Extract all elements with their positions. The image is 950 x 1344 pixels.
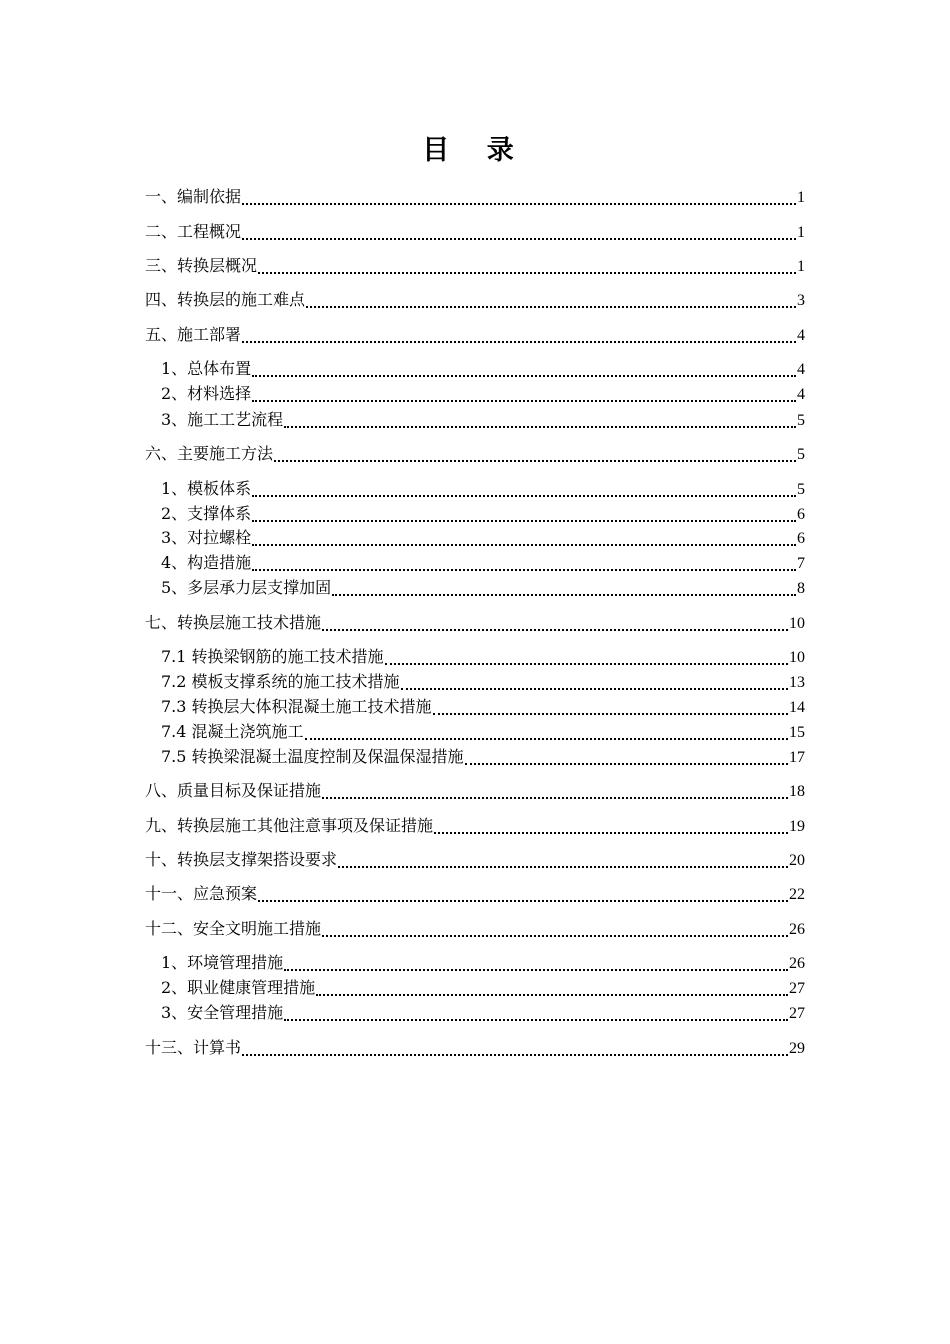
toc-entry[interactable]: [161, 357, 805, 381]
toc-entry[interactable]: [161, 976, 805, 1000]
dot-leader: [306, 306, 796, 308]
toc-entry-label: 1、环境管理措施: [161, 953, 284, 972]
toc-page-number: 29: [789, 1040, 805, 1057]
toc-entry[interactable]: [161, 951, 805, 975]
toc-entry-label: 4、构造措施: [161, 553, 252, 572]
dot-leader: [242, 203, 796, 205]
toc-page-number: 5: [797, 446, 805, 463]
toc-entry-label: 3、对拉螺栓: [161, 528, 252, 547]
toc-page-number: 20: [789, 852, 805, 869]
dot-leader: [338, 866, 788, 868]
toc-entry-label: 2、职业健康管理措施: [161, 978, 316, 997]
toc-entry[interactable]: [161, 745, 805, 769]
toc-entry-label: 十二、安全文明施工措施: [145, 919, 322, 938]
toc-page-number: 10: [789, 615, 805, 632]
dot-leader: [252, 495, 796, 497]
dot-leader: [322, 629, 788, 631]
dot-leader: [322, 797, 788, 799]
toc-page-number: 19: [789, 818, 805, 835]
toc-entry-label: 四、转换层的施工难点: [145, 290, 306, 309]
toc-page-number: 4: [797, 361, 805, 378]
dot-leader: [274, 460, 796, 462]
toc-entry-label: 十三、计算书: [145, 1038, 242, 1057]
dot-leader: [316, 994, 788, 996]
toc-entry-label: 3、施工工艺流程: [161, 410, 284, 429]
toc-entry[interactable]: [145, 1036, 805, 1060]
dot-leader: [284, 426, 796, 428]
toc-entry[interactable]: [145, 323, 805, 347]
toc-entry-label: 三、转换层概况: [145, 256, 258, 275]
toc-entry-label: 十一、应急预案: [145, 884, 258, 903]
toc-entry[interactable]: [145, 814, 805, 838]
toc-page-number: 22: [789, 886, 805, 903]
toc-entry-label: 7.3 转换层大体积混凝土施工技术措施: [161, 697, 432, 716]
dot-leader: [252, 544, 796, 546]
toc-entry-label: 7.1 转换梁钢筋的施工技术措施: [161, 647, 384, 666]
toc-page-number: 13: [789, 674, 805, 691]
toc-page-number: 17: [789, 749, 805, 766]
toc-entry[interactable]: [161, 670, 805, 694]
toc-page-number: 3: [797, 292, 805, 309]
toc-page-number: 4: [797, 386, 805, 403]
dot-leader: [242, 1054, 788, 1056]
toc-page-number: 15: [789, 724, 805, 741]
toc-page-number: 5: [797, 412, 805, 429]
toc-entry[interactable]: [161, 695, 805, 719]
toc-title: 目 录: [422, 135, 528, 166]
dot-leader: [258, 900, 788, 902]
toc-entry[interactable]: [145, 254, 805, 278]
toc-entry[interactable]: [145, 288, 805, 312]
dot-leader: [465, 763, 788, 765]
toc-page-number: 1: [797, 224, 805, 241]
toc-page-number: 27: [789, 980, 805, 997]
toc-entry-label: 7.5 转换梁混凝土温度控制及保温保湿措施: [161, 747, 464, 766]
toc-entry-label: 八、质量目标及保证措施: [145, 781, 322, 800]
toc-entry[interactable]: [145, 779, 805, 803]
toc-entry[interactable]: [161, 576, 805, 600]
toc-entry-label: 7.2 模板支撑系统的施工技术措施: [161, 672, 400, 691]
dot-leader: [284, 969, 788, 971]
dot-leader: [433, 713, 788, 715]
toc-page-number: 26: [789, 921, 805, 938]
toc-entry-label: 1、总体布置: [161, 359, 252, 378]
dot-leader: [385, 663, 788, 665]
toc-entry[interactable]: [161, 477, 805, 501]
toc-entry-label: 九、转换层施工其他注意事项及保证措施: [145, 816, 434, 835]
toc-entry[interactable]: [145, 220, 805, 244]
toc-entry[interactable]: [161, 382, 805, 406]
toc-entry[interactable]: [161, 502, 805, 526]
toc-page-number: 18: [789, 783, 805, 800]
dot-leader: [322, 935, 788, 937]
toc-entry[interactable]: [161, 526, 805, 550]
dot-leader: [252, 400, 796, 402]
dot-leader: [252, 520, 796, 522]
toc-page-number: 27: [789, 1005, 805, 1022]
toc-entry-label: 七、转换层施工技术措施: [145, 613, 322, 632]
toc-entry[interactable]: [161, 408, 805, 432]
toc-page-number: 10: [789, 649, 805, 666]
toc-entry[interactable]: [161, 1001, 805, 1025]
toc-entry-label: 2、支撑体系: [161, 504, 252, 523]
dot-leader: [242, 341, 796, 343]
toc-entry-label: 五、施工部署: [145, 325, 242, 344]
toc-page-number: 4: [797, 327, 805, 344]
toc-page-number: 1: [797, 189, 805, 206]
dot-leader: [284, 1019, 788, 1021]
toc-entry-label: 二、工程概况: [145, 222, 242, 241]
toc-entry-label: 一、编制依据: [145, 187, 242, 206]
toc-entry-label: 2、材料选择: [161, 384, 252, 403]
toc-entry[interactable]: [145, 917, 805, 941]
dot-leader: [434, 832, 788, 834]
toc-entry[interactable]: [145, 882, 805, 906]
toc-entry[interactable]: [145, 611, 805, 635]
dot-leader: [401, 688, 788, 690]
dot-leader: [305, 738, 788, 740]
dot-leader: [252, 375, 796, 377]
dot-leader: [332, 594, 796, 596]
toc-page-number: 8: [797, 580, 805, 597]
toc-entry-label: 十、转换层支撑架搭设要求: [145, 850, 338, 869]
toc-page-number: 14: [789, 699, 805, 716]
toc-entry-label: 5、多层承力层支撑加固: [161, 578, 332, 597]
toc-entry[interactable]: [161, 645, 805, 669]
toc-page-number: 6: [797, 506, 805, 523]
toc-entry-label: 六、主要施工方法: [145, 444, 274, 463]
dot-leader: [258, 272, 796, 274]
toc-entry-label: 3、安全管理措施: [161, 1003, 284, 1022]
toc-page-number: 1: [797, 258, 805, 275]
toc-page-number: 7: [797, 555, 805, 572]
toc-entry[interactable]: [145, 185, 805, 209]
toc-entry[interactable]: [161, 720, 805, 744]
toc-entry[interactable]: [161, 551, 805, 575]
toc-entry[interactable]: [145, 442, 805, 466]
toc-entry[interactable]: [145, 848, 805, 872]
toc-entry-label: 7.4 混凝土浇筑施工: [161, 722, 304, 741]
toc-page-number: 5: [797, 481, 805, 498]
toc-page-number: 26: [789, 955, 805, 972]
toc-page-number: 6: [797, 530, 805, 547]
dot-leader: [242, 238, 796, 240]
toc-entry-label: 1、模板体系: [161, 479, 252, 498]
dot-leader: [252, 569, 796, 571]
